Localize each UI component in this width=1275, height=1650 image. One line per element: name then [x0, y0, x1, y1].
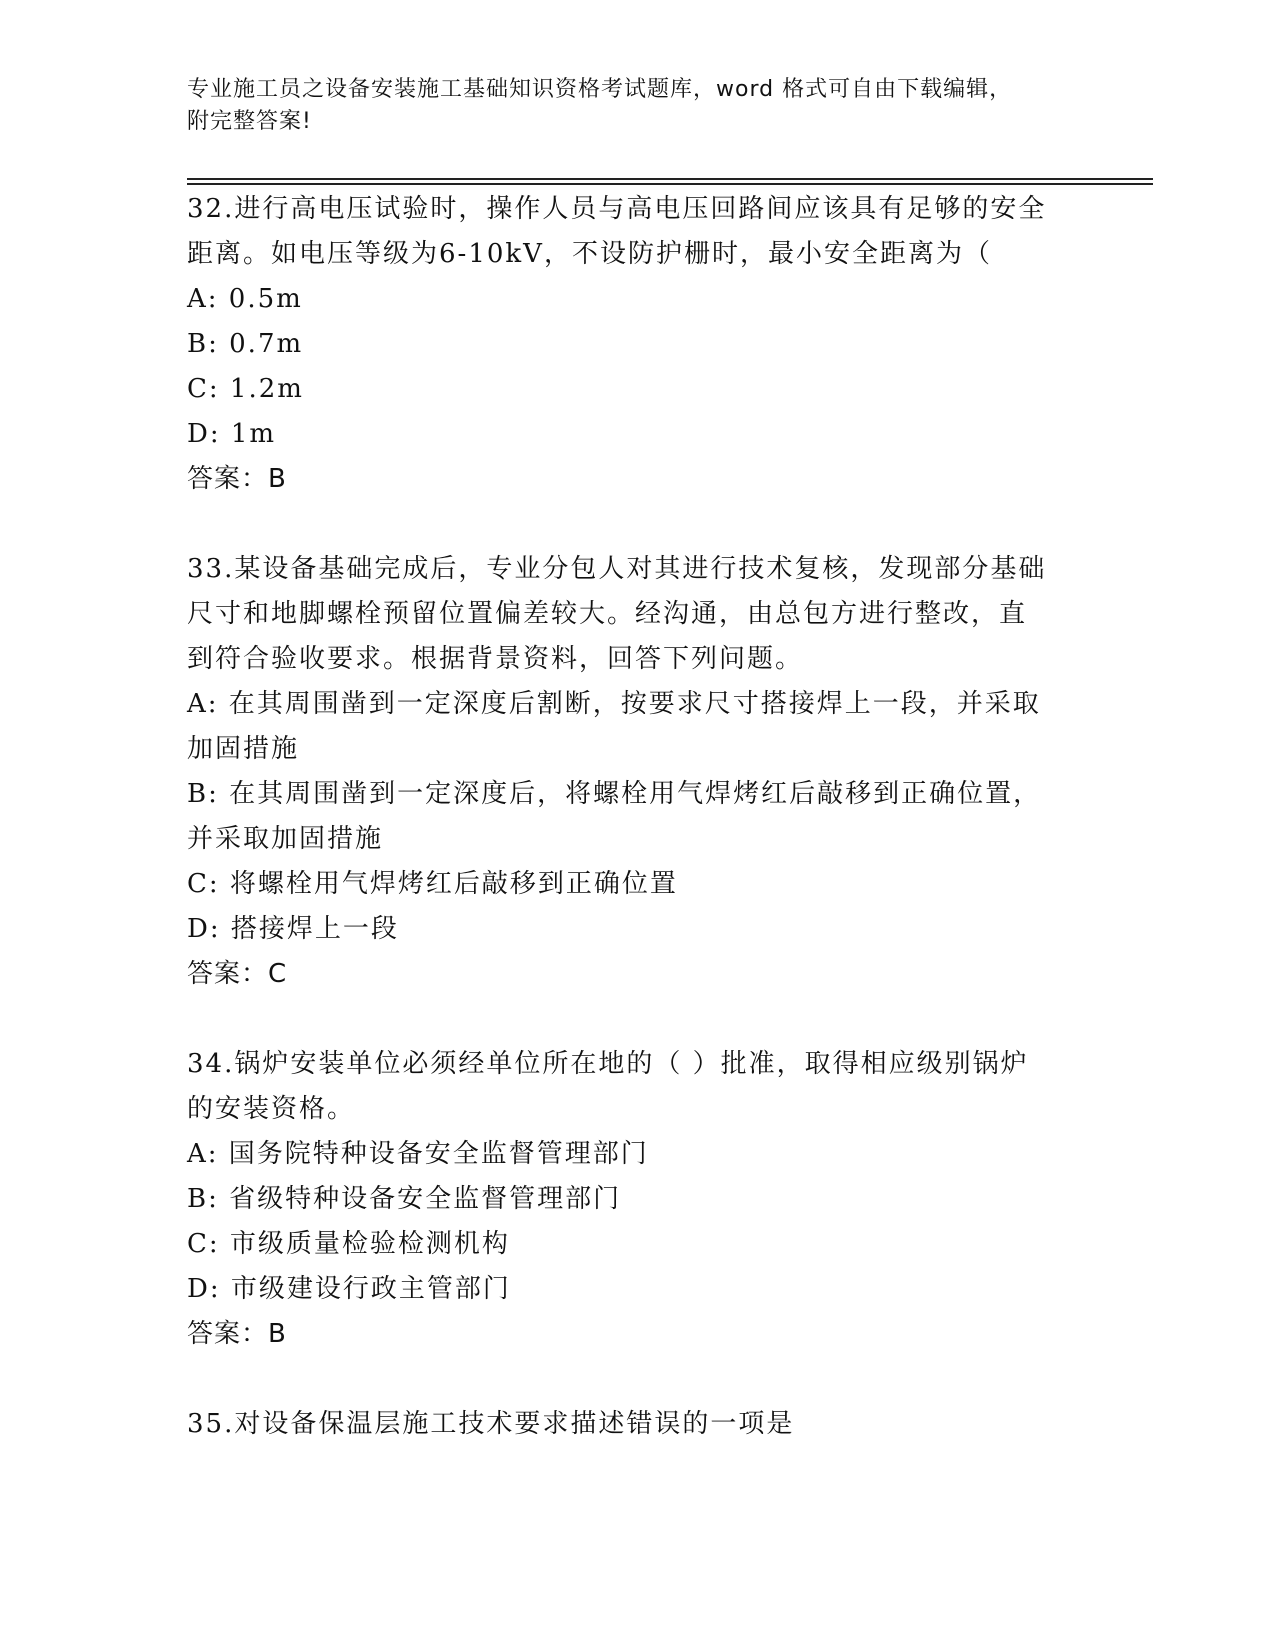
question-stem-line: 距离。如电压等级为6-10kV，不设防护栅时，最小安全距离为（ [187, 239, 992, 269]
answer-option [187, 412, 1087, 457]
question-stem-line: 32.进行高电压试验时，操作人员与高电压回路间应该具有足够的安全 [187, 194, 1047, 224]
answer-option [187, 907, 1087, 952]
question-block [187, 547, 1087, 997]
question-spacer [187, 502, 1087, 547]
answer-key: 答案：C [187, 959, 288, 989]
answer-option [187, 682, 1087, 772]
question-spacer [187, 1357, 1087, 1402]
answer-option [187, 862, 1087, 907]
answer-option [187, 1177, 1087, 1222]
answer-option-line: B: 在其周围凿到一定深度后，将螺栓用气焊烤红后敲移到正确位置， [187, 779, 1042, 809]
answer-option [187, 322, 1087, 367]
question-list [187, 187, 1087, 1447]
answer-option [187, 367, 1087, 412]
question-stem-line: 33.某设备基础完成后，专业分包人对其进行技术复核，发现部分基础 [187, 554, 1047, 584]
answer-key: 答案：B [187, 464, 287, 494]
answer-option-line: 加固措施 [187, 734, 300, 764]
answer-option-line: A: 0.5m [187, 284, 303, 314]
answer-option-line: D: 市级建设行政主管部门 [187, 1274, 511, 1304]
answer-option-line: A: 国务院特种设备安全监督管理部门 [187, 1139, 649, 1169]
answer-option-line: B: 0.7m [187, 329, 304, 359]
document-header [187, 74, 1067, 138]
answer-option-line: C: 1.2m [187, 374, 304, 404]
answer-option [187, 772, 1087, 862]
question-block [187, 187, 1087, 502]
answer-option [187, 1222, 1087, 1267]
answer-option-line: C: 将螺栓用气焊烤红后敲移到正确位置 [187, 869, 678, 899]
question-stem-line: 到符合验收要求。根据背景资料，回答下列问题。 [187, 644, 804, 674]
question-block [187, 1042, 1087, 1357]
answer-option-line: A: 在其周围凿到一定深度后割断，按要求尺寸搭接焊上一段，并采取 [187, 689, 1041, 719]
answer-option-line: B: 省级特种设备安全监督管理部门 [187, 1184, 622, 1214]
header-divider-top [187, 178, 1153, 180]
answer-option-line: D: 1m [187, 419, 277, 449]
question-stem-line: 35.对设备保温层施工技术要求描述错误的一项是 [187, 1409, 795, 1439]
header-divider-bottom [187, 183, 1153, 185]
header-title-line-1: 专业施工员之设备安装施工基础知识资格考试题库，word 格式可自由下载编辑， [187, 77, 1013, 102]
question-block [187, 1402, 1087, 1447]
answer-option-line: D: 搭接焊上一段 [187, 914, 399, 944]
header-title-line-2: 附完整答案! [187, 109, 312, 134]
answer-option [187, 1267, 1087, 1312]
answer-option [187, 1132, 1087, 1177]
answer-option-line: C: 市级质量检验检测机构 [187, 1229, 510, 1259]
question-stem-line: 的安装资格。 [187, 1094, 356, 1124]
question-stem-line: 尺寸和地脚螺栓预留位置偏差较大。经沟通，由总包方进行整改，直 [187, 599, 1028, 629]
answer-option [187, 277, 1087, 322]
question-spacer [187, 997, 1087, 1042]
answer-key: 答案：B [187, 1319, 287, 1349]
answer-option-line: 并采取加固措施 [187, 824, 384, 854]
question-stem-line: 34.锅炉安装单位必须经单位所在地的（ ）批准，取得相应级别锅炉 [187, 1049, 1029, 1079]
